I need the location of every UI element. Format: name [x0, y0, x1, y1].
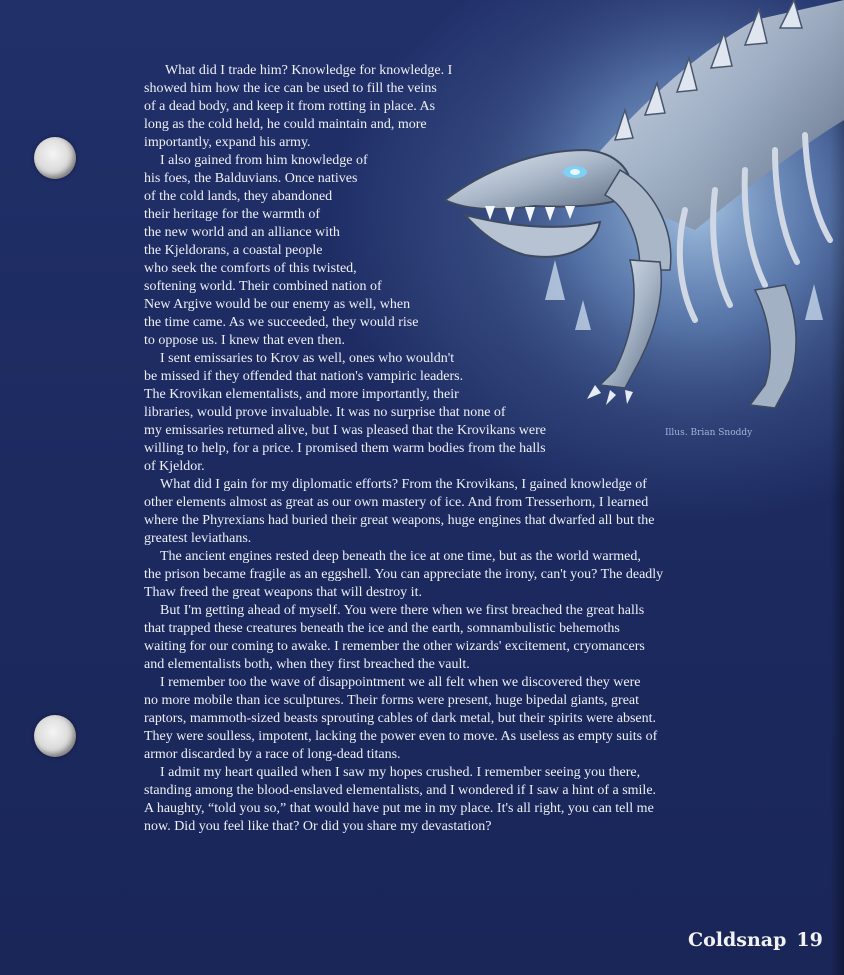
- page-footer: [688, 929, 823, 951]
- book-title: Coldsnap: [688, 929, 787, 951]
- text-line: my emissaries returned alive, but I was pleased that the Krovikans were: [144, 423, 546, 438]
- text-line: New Argive would be our enemy as well, when: [144, 297, 411, 312]
- text-line: I remember too the wave of disappointment we all felt when we discovered they were: [160, 675, 641, 690]
- text-line: be missed if they offended that nation's vampiric leaders.: [144, 369, 464, 384]
- text-line: They were soulless, impotent, lacking the power even to move. As useless as empty suits of: [144, 729, 658, 744]
- text-line: showed him how the ice can be used to fill the veins: [144, 81, 437, 96]
- text-line: to oppose us. I knew that even then.: [144, 333, 346, 348]
- text-line: who seek the comforts of this twisted,: [144, 261, 357, 276]
- text-line: Thaw freed the great weapons that will destroy it.: [144, 585, 422, 600]
- text-line: his foes, the Balduvians. Once natives: [144, 171, 358, 186]
- text-line: A haughty, “told you so,” that would have put me in my place. It's all right, you can tell me: [144, 801, 654, 816]
- text-line: now. Did you feel like that? Or did you share my devastation?: [144, 819, 492, 834]
- text-line: greatest leviathans.: [144, 531, 252, 546]
- text-line: I admit my heart quailed when I saw my hopes crushed. I remember seeing you there,: [160, 765, 641, 780]
- text-line: of a dead body, and keep it from rotting in place. As: [144, 99, 436, 114]
- text-line: waiting for our coming to awake. I remember the other wizards' excitement, cryomancers: [144, 639, 645, 654]
- text-line: willing to help, for a price. I promised them warm bodies from the halls: [144, 441, 546, 456]
- text-line: armor discarded by a race of long-dead titans.: [144, 747, 401, 762]
- page-number: 19: [796, 929, 823, 951]
- text-line: standing among the blood-enslaved elementalists, and I wondered if I saw a hint of a smile.: [144, 783, 657, 798]
- text-line: where the Phyrexians had buried their great weapons, huge engines that dwarfed all but the: [144, 513, 655, 528]
- text-line: raptors, mammoth-sized beasts sprouting cables of dark metal, but their spirits were absent.: [144, 711, 657, 726]
- text-line: The ancient engines rested deep beneath the ice at one time, but as the world warmed,: [160, 549, 641, 564]
- text-line: What did I trade him? Knowledge for knowledge. I: [165, 63, 453, 78]
- text-line: the Kjeldorans, a coastal people: [144, 243, 323, 258]
- text-line: the new world and an alliance with: [144, 225, 340, 240]
- text-line: other elements almost as great as our own mastery of ice. And from Tresserhorn, I learned: [144, 495, 649, 510]
- text-line: and elementalists both, when they first breached the vault.: [144, 657, 470, 672]
- text-line: softening world. Their combined nation of: [144, 279, 382, 294]
- text-line: importantly, expand his army.: [144, 135, 311, 150]
- text-line: The Krovikan elementalists, and more importantly, their: [144, 387, 459, 402]
- text-line: of the cold lands, they abandoned: [144, 189, 333, 204]
- text-line: that trapped these creatures beneath the ice and the earth, somnambulistic behemoths: [144, 621, 620, 636]
- text-line: the prison became fragile as an eggshell. You can appreciate the irony, can't you? The deadly: [144, 567, 664, 582]
- text-line: libraries, would prove invaluable. It was no surprise that none of: [144, 405, 506, 420]
- text-line: What did I gain for my diplomatic efforts? From the Krovikans, I gained knowledge of: [160, 477, 647, 492]
- text-line: But I'm getting ahead of myself. You were there when we first breached the great halls: [160, 603, 645, 618]
- text-line: I also gained from him knowledge of: [160, 153, 368, 168]
- text-line: the time came. As we succeeded, they would rise: [144, 315, 419, 330]
- text-line: I sent emissaries to Krov as well, ones who wouldn't: [160, 351, 455, 366]
- illustration-credit: Illus. Brian Snoddy: [665, 428, 753, 438]
- text-line: long as the cold held, he could maintain and, more: [144, 117, 427, 132]
- text-line: no more mobile than ice sculptures. Their forms were present, huge bipedal giants, great: [144, 693, 640, 708]
- text-line: of Kjeldor.: [144, 459, 205, 474]
- text-line: their heritage for the warmth of: [144, 207, 321, 222]
